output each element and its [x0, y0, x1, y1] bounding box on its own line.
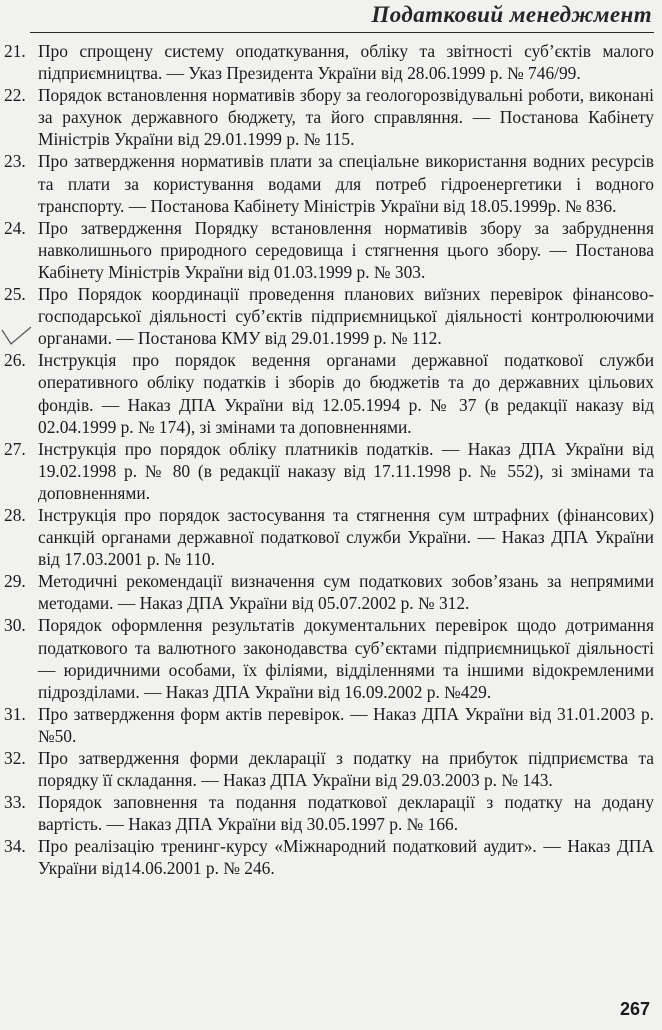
reference-text: Про затвердження форм актів перевірок. — Наказ ДПА України від 31.01.2003 р. №50. — [38, 703, 654, 746]
reference-number: 23. — [4, 151, 26, 172]
reference-number: 33. — [4, 792, 26, 813]
reference-number: 28. — [4, 504, 26, 525]
reference-item — [4, 217, 654, 283]
reference-text: Порядок оформлення результатів документальних перевірок щодо дотримання податкового та валютного законодавства суб’єктами підприємницької діяльності — юридичними особами, їх філіями, відділеннями та іншими відокремленими підрозділами. — Наказ ДПА України від 16.09.2002 р. №429. — [38, 615, 654, 702]
reference-item — [4, 150, 654, 216]
reference-item — [4, 747, 654, 791]
reference-item — [4, 504, 654, 570]
reference-list — [4, 40, 654, 880]
reference-text: Інструкція про порядок ведення органами державної податкової служби оперативного обліку податків і зборів до бюджетів та до державних цільових фондів. — Наказ ДПА України від 12.05.1994 р. № 37 (в редакції наказу від 02.04.1999 р. № 174), зі змінами та доповненнями. — [38, 350, 654, 437]
reference-number: 25. — [4, 284, 26, 305]
reference-text: Про спрощену систему оподаткування, обліку та звітності суб’єктів малого підприємництва. — Указ Президента України від 28.06.1999 р. № 746/99. — [38, 41, 654, 84]
reference-item — [4, 703, 654, 747]
running-head: Податковий менеджмент — [371, 2, 652, 27]
reference-number: 32. — [4, 748, 26, 768]
reference-number: 24. — [4, 217, 26, 238]
reference-text: Порядок встановлення нормативів збору за геологорозвідувальні роботи, виконані за рахунок державного бюджету, та його справляння. — Постанова Кабінету Міністрів України від 29.01.1999 р. № 115. — [38, 85, 654, 150]
reference-text: Інструкція про порядок застосування та стягнення сум штрафних (фінансових) санкцій органами державної податкової служби України. — Наказ ДПА України від 17.03.2001 р. № 110. — [38, 504, 654, 570]
reference-number: 27. — [4, 438, 26, 459]
reference-text: Методичні рекомендації визначення сум податкових зобов’язань за непрямими методами. — Наказ ДПА України від 05.07.2002 р. № 312. — [38, 571, 654, 614]
reference-text: Про Порядок координації проведення планових виїзних перевірок фінансово-господарської діяльності суб’єктів підприємницької діяльності контролюючими органами. — Постанова КМУ від 29.01.1999 р. № 112. — [38, 284, 654, 349]
reference-item — [4, 438, 654, 504]
reference-text: Про затвердження форми декларації з податку на прибуток підприємства та порядку її складання. — Наказ ДПА України від 29.03.2003 р. № 143. — [38, 748, 654, 791]
reference-number: 21. — [4, 41, 26, 61]
reference-item — [4, 349, 654, 437]
reference-text: Про реалізацію тренинг-курсу «Міжнародний податковий аудит». — Наказ ДПА України від14.06.2001 р. № 246. — [38, 836, 654, 879]
reference-number: 30. — [4, 615, 26, 636]
reference-number: 31. — [4, 703, 26, 724]
reference-text: Інструкція про порядок обліку платників податків. — Наказ ДПА України від 19.02.1998 р. № 80 (в редакції наказу від 17.11.1998 р. № 552), зі змінами та доповненнями. — [38, 438, 654, 503]
reference-number: 22. — [4, 85, 26, 106]
reference-number: 26. — [4, 350, 26, 371]
reference-text: Порядок заповнення та подання податкової декларації з податку на додану вартість. — Наказ ДПА України від 30.05.1997 р. № 166. — [38, 792, 654, 835]
reference-item — [4, 570, 654, 614]
reference-item — [4, 84, 654, 150]
reference-item — [4, 40, 654, 84]
header-rule — [30, 32, 654, 33]
reference-number: 34. — [4, 836, 26, 857]
reference-item — [4, 614, 654, 702]
reference-text: Про затвердження нормативів плати за спеціальне використання водних ресурсів та плати за користування водами для потреб гідроенергетики і водного транспорту. — Постанова Кабінету Міністрів України від 18.05.1999р. № 836. — [38, 151, 654, 216]
reference-text: Про затвердження Порядку встановлення нормативів збору за забруднення навколишнього природного середовища і стягнення цього збору. — Постанова Кабінету Міністрів України від 01.03.1999 р. № 303. — [38, 217, 654, 282]
reference-number: 29. — [4, 571, 26, 592]
page-number: 267 — [619, 999, 650, 1019]
reference-item — [4, 283, 654, 349]
reference-item — [4, 835, 654, 879]
reference-item — [4, 791, 654, 835]
